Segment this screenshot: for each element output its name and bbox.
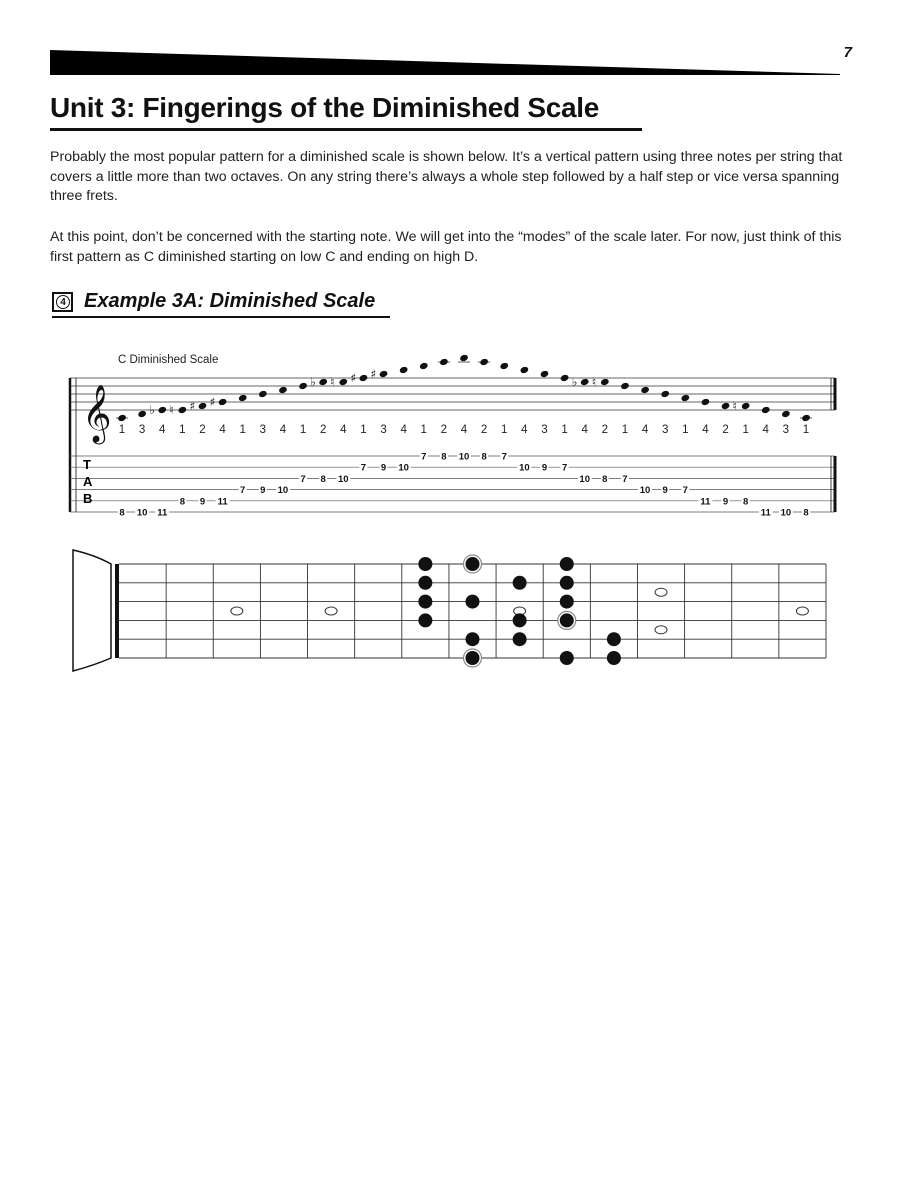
finger-number: 4	[340, 424, 347, 436]
scale-note-dot	[513, 576, 527, 590]
tab-fret-number: 7	[501, 451, 507, 463]
note-head	[560, 374, 570, 382]
scale-note-dot	[560, 576, 574, 590]
scale-note-dot	[418, 595, 432, 609]
cd-track-icon	[52, 292, 73, 312]
note-head	[620, 382, 630, 390]
intro-paragraph-2: At this point, don’t be concerned with the starting note. We will get into the “modes” of the scale later. For now, just think of this first pattern as C diminished starting on low C and ending on high D.	[50, 229, 842, 265]
tab-fret-number: 7	[421, 451, 427, 463]
note-accidental: ♯	[189, 399, 196, 413]
finger-number: 4	[762, 424, 769, 436]
note-head	[258, 390, 268, 398]
note-head	[157, 406, 167, 414]
staff-lines	[70, 378, 835, 410]
intro-paragraph-1: Probably the most popular pattern for a diminished scale is shown below. It’s a vertical pattern using three notes per string that covers a little more than two octaves. On any string there’s always a whole step followed by a half step or vice versa spanning three frets.	[50, 149, 843, 204]
note-head	[761, 406, 771, 414]
finger-number: 1	[742, 424, 749, 436]
note-head	[600, 378, 610, 386]
tab-fret-number: 7	[682, 485, 688, 497]
tab-fret-number: 8	[179, 496, 186, 508]
tab-fret-number: 8	[481, 451, 487, 463]
notation-and-tab	[0, 340, 900, 525]
finger-number: 2	[319, 424, 327, 436]
root-note-dot	[466, 557, 480, 571]
treble-clef: 𝄞	[82, 384, 112, 442]
finger-number: 4	[460, 424, 468, 436]
note-head	[479, 358, 489, 366]
tab-fret-number: 7	[360, 462, 367, 474]
tab-fret-number: 9	[722, 496, 729, 508]
tab-fret-number: 7	[240, 485, 246, 497]
note-head	[640, 386, 650, 394]
scale-note-dot	[560, 595, 574, 609]
note-head	[399, 366, 409, 374]
finger-number: 4	[521, 424, 528, 436]
tab-fret-number: 8	[441, 451, 447, 463]
finger-number: 3	[138, 424, 146, 436]
tab-fret-number: 8	[602, 473, 608, 485]
note-accidental: ♭	[571, 375, 578, 389]
tab-fret-number: 9	[380, 462, 387, 474]
note-head	[339, 378, 349, 386]
note-head	[137, 410, 147, 418]
position-marker	[655, 626, 667, 634]
finger-number: 1	[360, 424, 367, 436]
note-head	[238, 394, 248, 402]
guitar-headstock	[73, 550, 111, 671]
tab-fret-number: 10	[277, 485, 289, 497]
note-head	[298, 382, 308, 390]
page-header-bar	[50, 47, 840, 77]
finger-number: 3	[541, 424, 548, 436]
tab-fret-number: 10	[639, 485, 651, 497]
note-head	[198, 402, 208, 410]
finger-number: 1	[802, 424, 810, 436]
tab-fret-number: 8	[742, 496, 749, 508]
tab-fret-number: 8	[803, 507, 809, 519]
tab-fret-number: 11	[700, 496, 711, 508]
note-head	[379, 370, 389, 378]
tab-fret-number: 9	[199, 496, 206, 508]
finger-number: 2	[480, 424, 488, 436]
position-marker	[325, 607, 337, 615]
tab-fret-number: 7	[561, 462, 568, 474]
finger-number: 2	[440, 424, 448, 436]
tab-fret-number: 9	[662, 485, 668, 497]
finger-number: 1	[239, 424, 246, 436]
scale-note-dot	[607, 632, 621, 646]
note-head	[660, 390, 670, 398]
finger-number: 3	[661, 424, 669, 436]
note-head	[741, 402, 751, 410]
finger-number: 1	[682, 424, 689, 436]
note-head	[439, 358, 449, 366]
tab-fret-number: 8	[320, 473, 326, 485]
root-note-dot	[560, 613, 574, 627]
note-head	[359, 374, 369, 382]
finger-number: 4	[581, 424, 588, 436]
finger-number: 4	[219, 424, 226, 436]
title-underline	[50, 128, 642, 131]
note-head	[701, 398, 711, 406]
finger-number: 3	[380, 424, 387, 436]
position-marker	[655, 588, 667, 596]
position-marker	[231, 607, 243, 615]
tab-fret-number: 7	[622, 473, 628, 485]
finger-number: 1	[179, 424, 186, 436]
tab-letter-a: A	[83, 474, 93, 489]
note-head	[540, 370, 550, 378]
tab-fret-number: 10	[338, 473, 349, 485]
finger-number: 1	[621, 424, 629, 436]
tab-fret-number: 10	[519, 462, 530, 474]
finger-number: 1	[299, 424, 307, 436]
note-accidental: ♯	[350, 371, 357, 385]
note-accidental: ♮	[591, 375, 597, 389]
tab-fret-number: 10	[136, 507, 148, 519]
tab-fret-number: 9	[541, 462, 548, 474]
cd-track-number: 4	[56, 295, 70, 309]
scale-note-dot	[513, 632, 527, 646]
finger-number: 4	[159, 424, 166, 436]
tab-fret-number: 10	[780, 507, 792, 519]
scale-note-dot	[466, 632, 480, 646]
note-head	[580, 378, 590, 386]
scale-label: C Diminished Scale	[118, 354, 219, 366]
note-head	[781, 410, 791, 418]
tab-fret-number: 11	[157, 507, 168, 519]
fretboard-diagram	[0, 540, 900, 680]
finger-number: 1	[501, 424, 508, 436]
finger-number: 4	[641, 424, 649, 436]
scale-note-dot	[418, 557, 432, 571]
finger-number: 1	[118, 424, 126, 436]
finger-number: 2	[722, 424, 729, 436]
scale-note-dot	[607, 651, 621, 665]
note-accidental: ♯	[370, 367, 377, 381]
note-head	[499, 362, 509, 370]
finger-number: 3	[259, 424, 267, 436]
scale-note-dot	[466, 595, 480, 609]
unit-title: Unit 3: Fingerings of the Diminished Scale	[50, 92, 600, 123]
scale-note-dot	[560, 557, 574, 571]
tab-letter-b: B	[83, 491, 93, 506]
note-head	[681, 394, 691, 402]
tab-fret-number: 9	[260, 485, 266, 497]
tab-fret-number: 11	[760, 507, 771, 519]
finger-number: 4	[279, 424, 287, 436]
note-head	[278, 386, 288, 394]
note-accidental: ♮	[732, 399, 737, 413]
note-head	[721, 402, 731, 410]
note-accidental: ♮	[169, 403, 174, 417]
position-marker	[796, 607, 808, 615]
scale-note-dot	[513, 613, 527, 627]
finger-number: 1	[420, 424, 427, 436]
note-head	[801, 414, 811, 422]
finger-number: 2	[601, 424, 609, 436]
tab-fret-number: 8	[119, 507, 125, 519]
note-head	[178, 406, 188, 414]
tab-fret-number: 10	[398, 462, 409, 474]
note-accidental: ♭	[310, 375, 316, 389]
note-head	[318, 378, 328, 386]
finger-number: 4	[702, 424, 709, 436]
finger-number: 1	[561, 424, 568, 436]
note-accidental: ♯	[209, 395, 216, 409]
note-head	[117, 414, 127, 422]
note-accidental: ♭	[149, 403, 155, 417]
page-number: 7	[843, 44, 852, 61]
tab-letter-t: T	[83, 457, 91, 472]
finger-number: 3	[782, 424, 790, 436]
note-head	[218, 398, 228, 406]
scale-note-dot	[560, 651, 574, 665]
scale-note-dot	[418, 613, 432, 627]
tab-fret-number: 7	[300, 473, 306, 485]
note-head	[419, 362, 429, 370]
finger-number: 4	[400, 424, 407, 436]
note-head	[459, 354, 469, 362]
note-head	[520, 366, 530, 374]
example-title: Example 3A: Diminished Scale	[84, 290, 376, 312]
tab-fret-number: 10	[458, 451, 470, 463]
tab-fret-number: 10	[579, 473, 590, 485]
note-accidental: ♮	[330, 375, 335, 389]
example-underline	[52, 316, 390, 318]
root-note-dot	[466, 651, 480, 665]
scale-note-dot	[418, 576, 432, 590]
tab-fret-number: 11	[217, 496, 228, 508]
finger-number: 2	[199, 424, 206, 436]
notes-layer	[116, 354, 812, 519]
